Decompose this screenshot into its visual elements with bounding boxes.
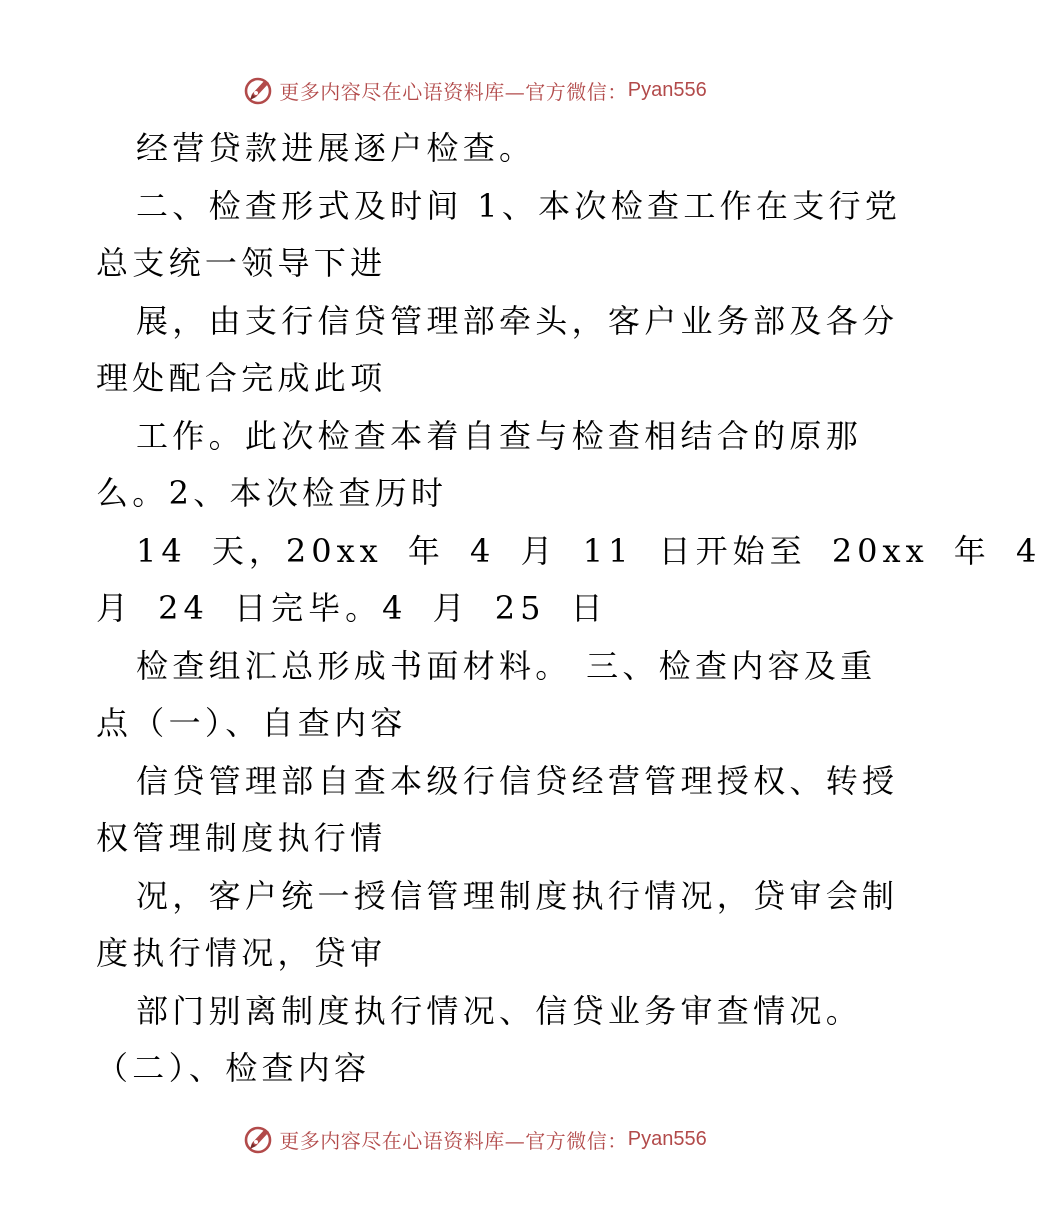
watermark-wechat-id: Pyan556 [627,78,707,101]
watermark-text: 更多内容尽在心语资料库—官方微信： [279,1128,628,1153]
text-line: （二）、检查内容 [96,1049,371,1087]
text-line: 总支统一领导下进 [96,244,387,282]
text-line: 检查组汇总形成书面材料。 三、检查内容及重 [136,646,877,685]
text-line: 月 24 日完毕。4 月 25 日 [96,589,608,627]
pen-logo-icon [243,74,275,106]
text-line: 14 天，20xx 年 4 月 11 日开始至 20xx 年 4 [136,531,1041,570]
text-line: 理处配合完成此项 [96,359,387,397]
pen-logo-icon [243,1123,275,1155]
text-line: 经营贷款进展逐户检查。 [136,129,536,167]
text-line: 展，由支行信贷管理部牵头，客户业务部及各分 [136,301,899,340]
text-line: 工作。此次检查本着自查与检查相结合的原那 [136,416,863,455]
text-line: 况，客户统一授信管理制度执行情况，贷审会制 [136,876,899,915]
document-body [96,120,1041,1098]
watermark-wechat-id: Pyan556 [627,1127,707,1150]
watermark-text: 更多内容尽在心语资料库—官方微信： [279,79,628,104]
text-line: 部门别离制度执行情况、信贷业务审查情况。 [136,991,863,1030]
text-line: 点（一）、自查内容 [96,704,407,742]
text-line: 么。2、本次检查历时 [96,474,448,512]
text-line: 度执行情况，贷审 [96,934,387,972]
header-watermark [0,70,950,110]
footer-watermark [0,1119,950,1159]
text-line: 信贷管理部自查本级行信贷经营管理授权、转授 [136,761,899,800]
text-line: 二、检查形式及时间 1、本次检查工作在支行党 [136,186,902,225]
text-line: 权管理制度执行情 [96,819,387,857]
